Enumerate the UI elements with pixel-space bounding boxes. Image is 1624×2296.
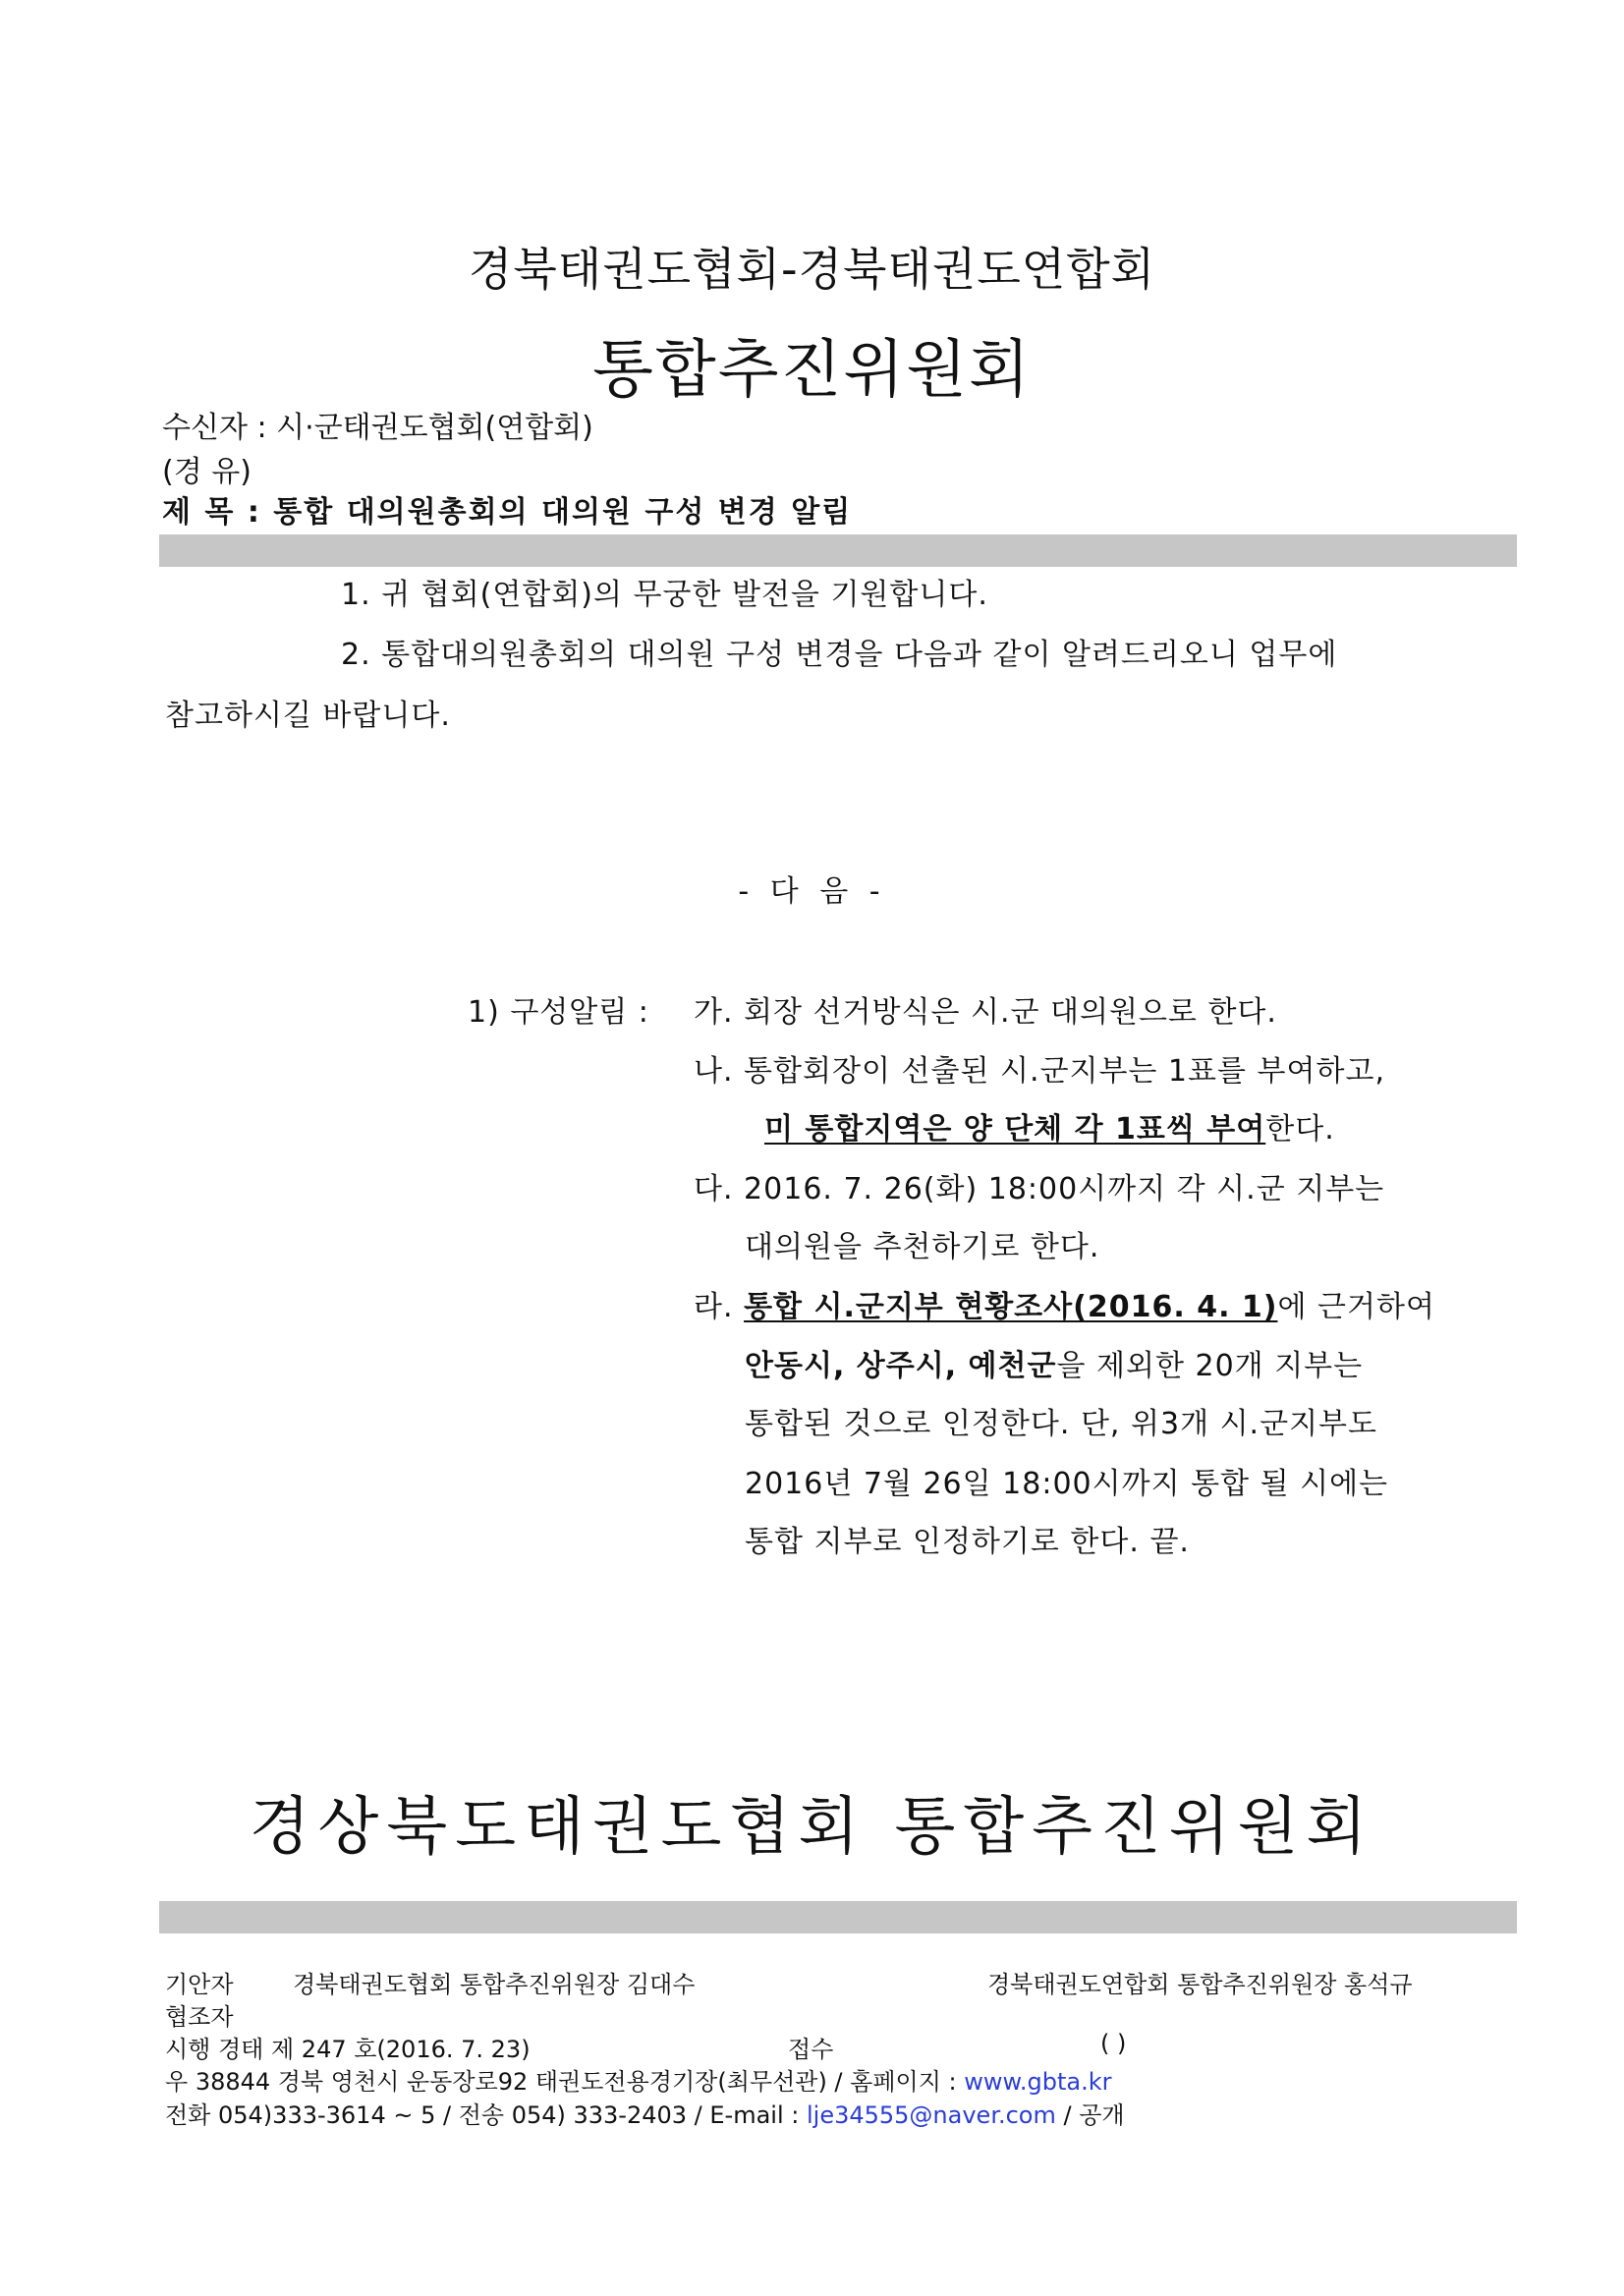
item-ra-line-3: 통합된 것으로 인정한다. 단, 위3개 시.군지부도: [745, 1407, 1378, 1441]
enforcement: 시행 경태 제 247 호(2016. 7. 23): [165, 2036, 531, 2063]
item-ra-line-1: [694, 1282, 1435, 1325]
item-da-line-1: 다. 2016. 7. 26(화) 18:00시까지 각 시.군 지부는: [694, 1172, 1385, 1206]
section-heading: - 다 음 -: [738, 874, 886, 909]
public-status: / 공개: [1055, 2101, 1125, 2129]
paragraph-2-line-2: 참고하시길 바랍니다.: [165, 699, 451, 733]
item-da-line-2: 대의원을 추천하기로 한다.: [745, 1230, 1100, 1264]
item-ga: 가. 회장 선거방식은 시.군 대의원으로 한다.: [694, 995, 1277, 1030]
ra-excluded-regions: 안동시, 상주시, 예천군: [745, 1349, 1057, 1383]
header-divider-bar: [159, 534, 1517, 567]
drafter: 경북태권도협회 통합추진위원장 김대수: [293, 1971, 696, 1998]
item-na-line-1: 나. 통합회장이 선출된 시.군지부는 1표를 부여하고,: [694, 1054, 1385, 1089]
na-emphasis: 미 통합지역은 양 단체 각 1표씩 부여: [764, 1112, 1266, 1147]
item-ra-line-2: [745, 1341, 1363, 1384]
cooperator-label: 협조자: [165, 2003, 234, 2031]
item-label: 1) 구성알림 :: [468, 995, 649, 1030]
receipt-field: ( ): [1100, 2030, 1127, 2057]
paragraph-2-line-1: 2. 통합대의원총회의 대의원 구성 변경을 다음과 같이 알려드리오니 업무에: [341, 638, 1338, 672]
committee-title: 통합추진위원회: [592, 334, 1032, 407]
drafter-label: 기안자: [165, 1971, 234, 1998]
ra-survey: 통합 시.군지부 현황조사(2016. 4. 1): [744, 1290, 1278, 1324]
email-link[interactable]: lje34555@naver.com: [806, 2101, 1056, 2129]
recipient: 수신자 : 시·군태권도협회(연합회): [162, 411, 593, 445]
contact-line: [165, 2096, 1125, 2130]
signature: 경상북도태권도협회 통합추진위원회: [249, 1791, 1375, 1864]
ra-prefix: 라.: [694, 1290, 745, 1324]
ra-rest-2: 을 제외한 20개 지부는: [1056, 1349, 1364, 1383]
ra-rest-1: 에 근거하여: [1277, 1290, 1435, 1324]
na-rest: 한다.: [1265, 1112, 1335, 1147]
via: (경 유): [162, 455, 252, 489]
paragraph-1: 1. 귀 협회(연합회)의 무궁한 발전을 기원합니다.: [341, 578, 988, 612]
footer-divider-bar: [159, 1901, 1517, 1933]
subject: 제 목 : 통합 대의원총회의 대의원 구성 변경 알림: [162, 495, 853, 530]
receipt-label: 접수: [788, 2036, 834, 2063]
address-line: [165, 2062, 1112, 2097]
item-ra-line-4: 2016년 7월 26일 18:00시까지 통합 될 시에는: [745, 1467, 1389, 1501]
address: 우 38844 경북 영천시 운동장로92 태권도전용경기장(최무선관) / 홈페이지 :: [165, 2068, 965, 2096]
homepage-link[interactable]: www.gbta.kr: [964, 2068, 1112, 2096]
org-title: 경북태권도협회-경북태권도연합회: [468, 243, 1156, 296]
item-ra-line-5: 통합 지부로 인정하기로 한다. 끝.: [745, 1525, 1190, 1559]
phone-fax: 전화 054)333-3614 ~ 5 / 전송 054) 333-2403 / E-mail :: [165, 2101, 807, 2129]
item-na-line-2: [764, 1104, 1335, 1148]
drafter-2: 경북태권도연합회 통합추진위원장 홍석규: [987, 1971, 1413, 1998]
